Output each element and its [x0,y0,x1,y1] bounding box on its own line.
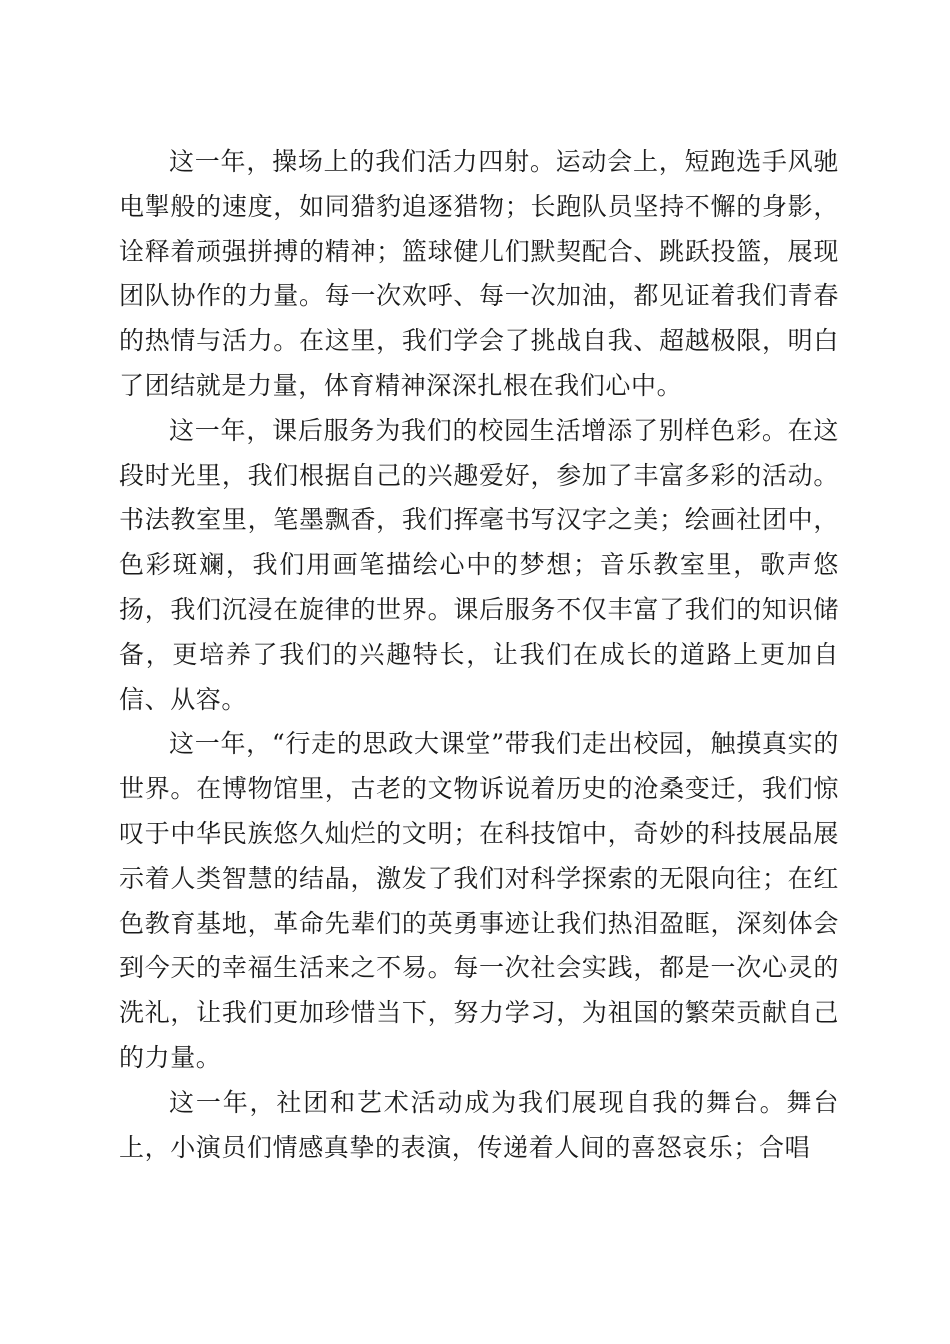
document-body [119,140,839,1170]
paragraph-civics-class: 这一年，“行走的思政大课堂”带我们走出校园，触摸真实的世界。在博物馆里，古老的文物诉说着历史的沧桑变迁，我们惊叹于中华民族悠久灿烂的文明；在科技馆中，奇妙的科技展品展示着人类智慧的结晶，激发了我们对科学探索的无限向往；在红色教育基地，革命先辈们的英勇事迹让我们热泪盈眶，深刻体会到今天的幸福生活来之不易。每一次社会实践，都是一次心灵的洗礼，让我们更加珍惜当下，努力学习，为祖国的繁荣贡献自己的力量。 [119,729,839,1072]
paragraph-clubs-arts: 这一年，社团和艺术活动成为我们展现自我的舞台。舞台上，小演员们情感真挚的表演，传递着人间的喜怒哀乐；合唱 [119,1087,839,1162]
paragraph-after-school: 这一年，课后服务为我们的校园生活增添了别样色彩。在这段时光里，我们根据自己的兴趣爱好，参加了丰富多彩的活动。书法教室里，笔墨飘香，我们挥毫书写汉字之美；绘画社团中，色彩斑斓，我们用画笔描绘心中的梦想；音乐教室里，歌声悠扬，我们沉浸在旋律的世界。课后服务不仅丰富了我们的知识储备，更培养了我们的兴趣特长，让我们在成长的道路上更加自信、从容。 [119,415,839,714]
paragraph-sports: 这一年，操场上的我们活力四射。运动会上，短跑选手风驰电掣般的速度，如同猎豹追逐猎物；长跑队员坚持不懈的身影，诠释着顽强拼搏的精神；篮球健儿们默契配合、跳跃投篮，展现团队协作的力量。每一次欢呼、每一次加油，都见证着我们青春的热情与活力。在这里，我们学会了挑战自我、超越极限，明白了团结就是力量，体育精神深深扎根在我们心中。 [119,147,839,400]
